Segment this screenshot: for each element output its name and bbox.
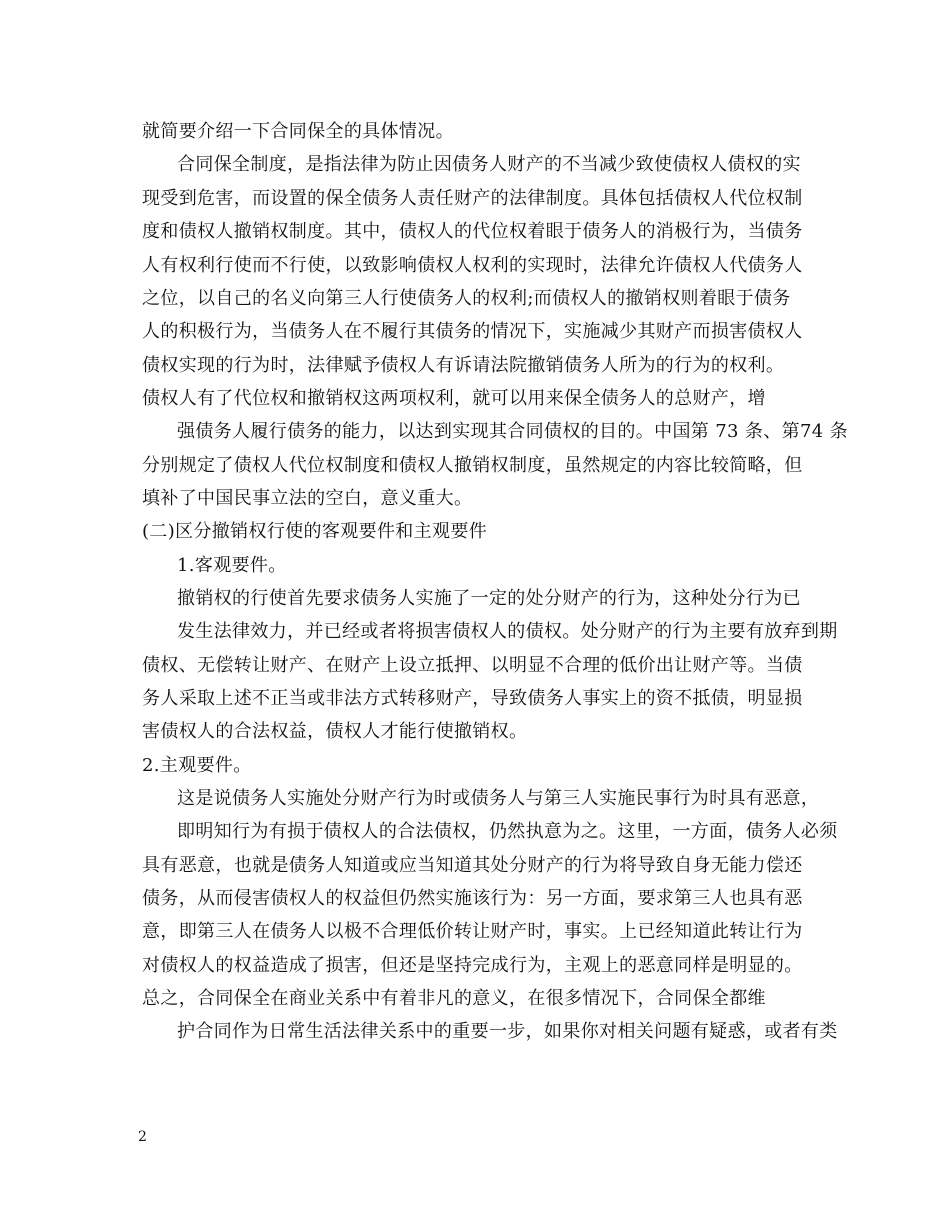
text-line: 意，即第三人在债务人以极不合理低价转让财产时，事实。上已经知道此转让行为	[142, 921, 803, 942]
text-line: 债务，从而侵害债权人的权益但仍然实施该行为：另一方面，要求第三人也具有恶	[142, 888, 803, 909]
paragraph-first-line: 合同保全制度，是指法律为防止因债务人财产的不当减少致使债权人债权的实	[177, 154, 801, 175]
subsection-heading: 这是说债务人实施处分财产行为时或债务人与第三人实施民事行为时具有恶意，	[177, 788, 820, 809]
paragraph-first-line: 发生法律效力，并已经或者将损害债权人的债权。处分财产的行为主要有放弃到期	[177, 621, 838, 642]
text-line: 务人采取上述不正当或非法方式转移财产，导致债务人事实上的资不抵债，明显损	[142, 688, 803, 709]
text-line: 具有恶意，也就是债务人知道或应当知道其处分财产的行为将导致自身无能力偿还	[142, 855, 803, 876]
text-line: 2.主观要件。	[142, 755, 252, 776]
text-line: 债权、无偿转让财产、在财产上设立抵押、以明显不合理的低价出让财产等。当债	[142, 655, 803, 676]
text-line: 填补了中国民事立法的空白，意义重大。	[142, 488, 473, 509]
text-line: 总之，合同保全在商业关系中有着非凡的意义，在很多情况下，合同保全都维	[142, 988, 766, 1009]
text-line: 害债权人的合法权益，债权人才能行使撤销权。	[142, 721, 528, 742]
text-line: 之位，以自己的名义向第三人行使债务人的权利;而债权人的撤销权则着眼于债务	[142, 288, 791, 309]
text-line: 现受到危害，而设置的保全债务人责任财产的法律制度。具体包括债权人代位权制	[142, 188, 803, 209]
section-heading: 1.客观要件。	[177, 555, 287, 576]
text-line: 人有权利行使而不行使，以致影响债权人权利的实现时，法律允许债权人代债务人	[142, 255, 803, 276]
subsection-heading: 撤销权的行使首先要求债务人实施了一定的处分财产的行为，这种处分行为已	[177, 588, 801, 609]
text-line: (二)区分撤销权行使的客观要件和主观要件	[142, 521, 488, 542]
page-number: 2	[138, 1129, 147, 1145]
text-line: 债权实现的行为时，法律赋予债权人有诉请法院撤销债务人所为的行为的权利。	[142, 355, 785, 376]
text-line: 债权人有了代位权和撤销权这两项权利，就可以用来保全债务人的总财产，增	[142, 388, 766, 409]
paragraph-first-line: 即明知行为有损于债权人的合法债权，仍然执意为之。这里，一方面，债务人必须	[177, 821, 838, 842]
paragraph-first-line: 护合同作为日常生活法律关系中的重要一步，如果你对相关问题有疑惑，或者有类	[177, 1021, 838, 1042]
text-line: 度和债权人撤销权制度。其中，债权人的代位权着眼于债务人的消极行为，当债务	[142, 221, 803, 242]
text-line: 对债权人的权益造成了损害，但还是坚持完成行为，主观上的恶意同样是明显的。	[142, 955, 803, 976]
text-line: 人的积极行为，当债务人在不履行其债务的情况下，实施减少其财产而损害债权人	[142, 321, 803, 342]
text-line: 就简要介绍一下合同保全的具体情况。	[142, 121, 454, 142]
paragraph-first-line: 强债务人履行债务的能力，以达到实现其合同债权的目的。中国第 73 条、第74 条	[177, 421, 848, 442]
text-line: 分别规定了债权人代位权制度和债权人撤销权制度，虽然规定的内容比较简略，但	[142, 455, 803, 476]
